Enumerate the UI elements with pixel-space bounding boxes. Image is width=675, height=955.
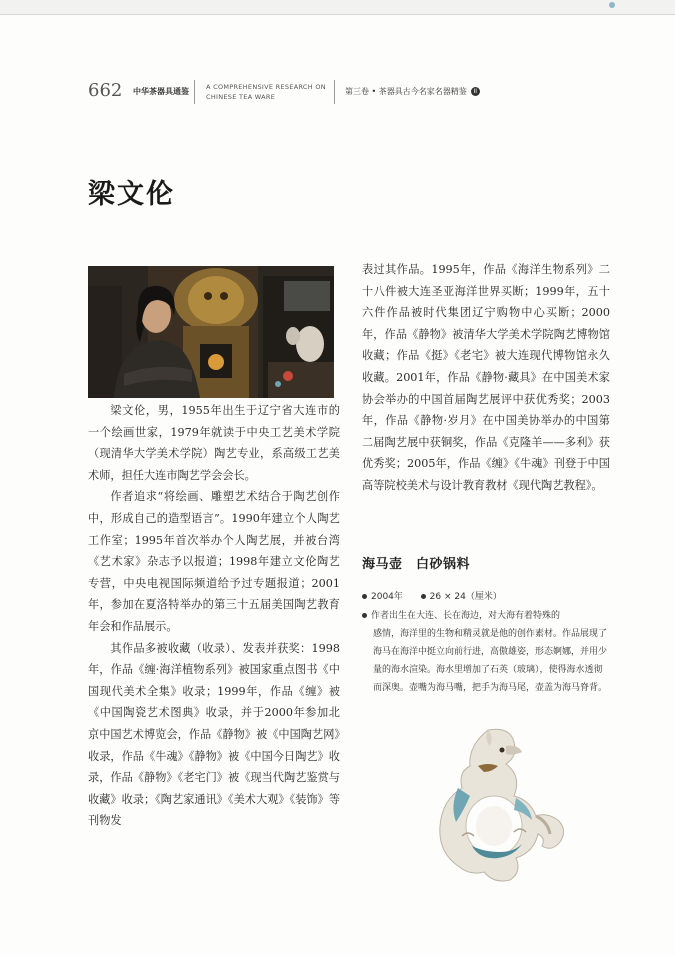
work-description-lead: 作者出生在大连、长在海边，对大海有着特殊的 <box>371 611 561 621</box>
paragraph: 其作品多被收藏（收录）、发表并获奖：1998年，作品《缠·海洋植物系列》被国家重点图书《中国现代美术全集》收录；1999年，作品《缠》被《中国陶瓷艺术图典》收录，并于2000年参加北京中国艺术博览会，作品《静物》被《中国陶艺网》收录，作品《牛魂》《静物》被《中国今日陶艺》收录，作品《静物》《老宅门》被《现当代陶艺鉴赏与收藏》收录；《陶艺家通讯》《美术大观》《装饰》等刊物发 <box>88 641 340 828</box>
seahorse-teapot-photo <box>418 726 584 884</box>
volume-title-text: 第三卷 • 茶器具古今名家名器精鉴 <box>345 87 467 96</box>
work-title: 海马壶 白砂锅料 <box>362 557 471 572</box>
work-meta <box>362 589 502 602</box>
book-title: 中华茶器具通鉴 <box>133 87 189 96</box>
english-title-line-1: A COMPREHENSIVE RESEARCH ON <box>206 83 326 91</box>
paragraph: 表过其作品。1995年，作品《海洋生物系列》二十八件被大连圣亚海洋世界买断；1999年，五十六件作品被时代集团辽宁购物中心买断；2000年，作品《静物》被清华大学美术学院陶艺博物馆收藏；作品《挺》《老宅》被大连现代博物馆永久收藏。2001年，作品《静物·藏具》在中国美术家协会举办的中国首届陶艺展评中获优秀奖；2003年，作品《静物·岁月》在中国美协举办的中国第二届陶艺展中获铜奖，作品《克隆羊——多利》获优秀奖；2005年，作品《缠》《牛魂》刊登于中国高等院校美术与设计教育教材《现代陶艺教程》。 <box>362 263 610 492</box>
article-title: 梁文伦 <box>88 179 175 210</box>
english-title <box>206 82 326 102</box>
page-top-edge <box>0 0 675 14</box>
bullet <box>362 613 367 618</box>
volume-title <box>345 86 480 97</box>
work-size: 26 × 24（厘米） <box>429 592 502 602</box>
right-column <box>362 259 610 497</box>
work-year: 2004年 <box>371 592 403 602</box>
header-divider <box>334 80 335 104</box>
running-header <box>88 80 608 106</box>
paragraph: 作者追求“将绘画、雕塑艺术结合于陶艺创作中，形成自己的造型语言”。1990年建立个人陶艺工作室；1995年首次举办个人陶艺展，并被台湾《艺术家》杂志予以报道；1998年建立文伦陶艺专营，中央电视国际频道给予过专题报道；2001年，参加在夏洛特举办的第三十五届美国陶艺教育年会和作品展示。 <box>88 490 340 633</box>
header-divider <box>194 80 195 104</box>
left-column <box>88 400 340 832</box>
page-top-line <box>0 14 675 15</box>
volume-mark: II <box>471 87 480 96</box>
artist-portrait-photo <box>88 266 334 398</box>
work-description-rest: 感情，海洋里的生物和精灵就是他的创作素材。作品展现了海马在海洋中挺立向前行进，高傲雄姿，形态婀娜，并用少量的海水渲染。海水里增加了石英（玻璃），使得海水透彻而深奥。壶嘴为海马嘴，把手为海马尾，壶盖为海马脊背。 <box>373 629 608 693</box>
english-title-line-2: CHINESE TEA WARE <box>206 93 276 101</box>
bullet <box>421 594 426 599</box>
page-number: 662 <box>88 80 123 101</box>
corner-mark <box>609 2 615 8</box>
work-description <box>362 607 610 697</box>
paragraph: 梁文伦，男，1955年出生于辽宁省大连市的一个绘画世家，1979年就读于中央工艺美术学院（现清华大学美术学院）陶艺专业，系高级工艺美术师，担任大连市陶艺学会会长。 <box>88 404 340 482</box>
bullet <box>362 594 367 599</box>
